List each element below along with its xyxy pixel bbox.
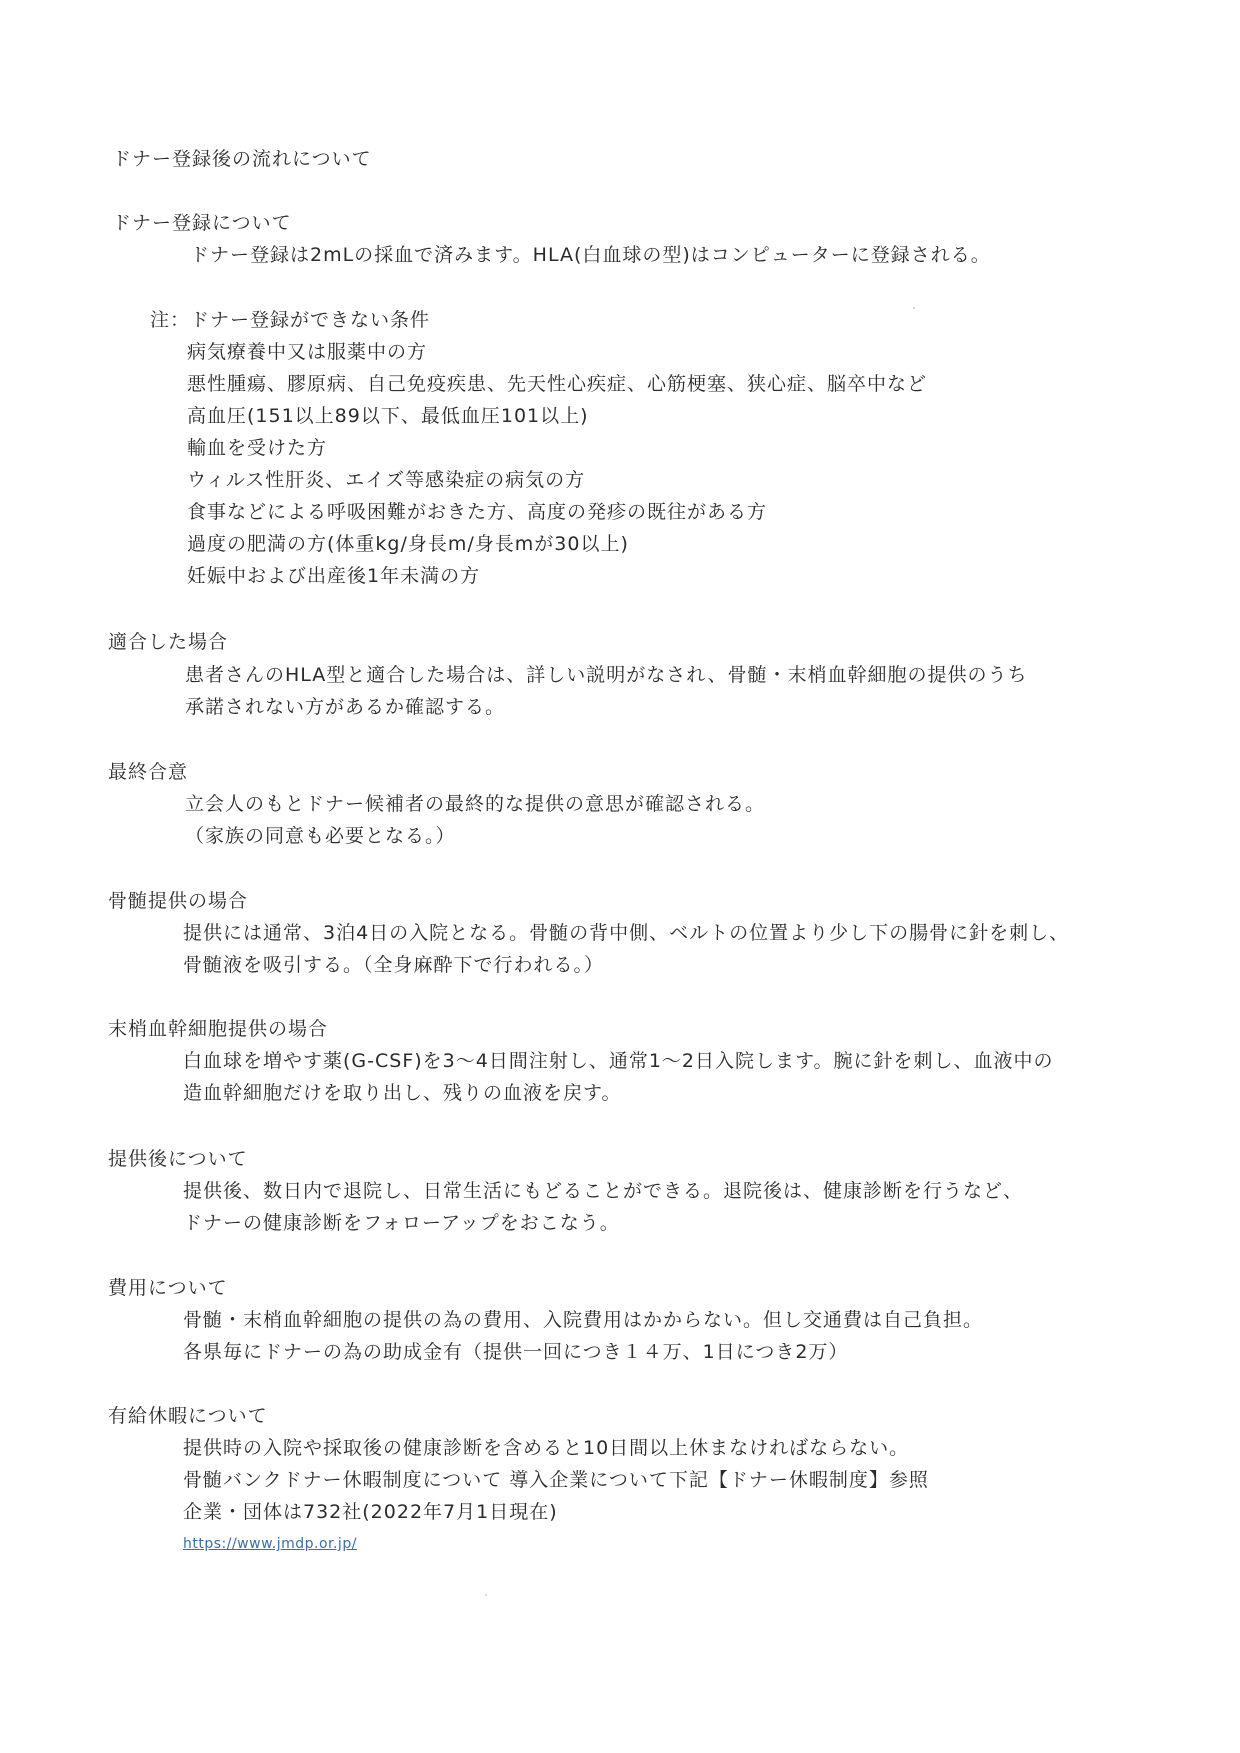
section-heading: 適合した場合 xyxy=(108,631,229,653)
section-heading: 骨髄提供の場合 xyxy=(108,890,249,912)
section-heading: 最終合意 xyxy=(108,761,189,783)
section-text: 白血球を増やす薬(G-CSF)を3～4日間注射し、通常1～2日入院します。腕に針を刺し、血液中の xyxy=(183,1050,1054,1072)
scan-speck xyxy=(485,1594,487,1596)
condition-item: 妊娠中および出産後1年未満の方 xyxy=(187,565,481,587)
condition-item: 高血圧(151以上89以下、最低血圧101以上) xyxy=(187,405,589,427)
section-text: 骨髄・末梢血幹細胞の提供の為の費用、入院費用はかからない。但し交通費は自己負担。 xyxy=(183,1309,984,1331)
scan-speck xyxy=(913,307,915,309)
condition-item: 食事などによる呼吸困難がおきた方、高度の発疹の既往がある方 xyxy=(187,501,768,523)
section-heading: ドナー登録について xyxy=(112,212,292,234)
section-text: （家族の同意も必要となる。） xyxy=(185,825,456,847)
condition-item: 過度の肥満の方(体重kg/身長m/身長mが30以上) xyxy=(187,533,629,555)
conditions-heading: 注：ドナー登録ができない条件 xyxy=(150,309,431,331)
section-text: ドナー登録は2mLの採血で済みます。HLA(白血球の型)はコンピューターに登録される。 xyxy=(190,244,991,266)
jmdp-link[interactable]: https://www.jmdp.or.jp/ xyxy=(183,1536,357,1552)
section-text: 骨髄バンクドナー休暇制度について 導入企業について下記【ドナー休暇制度】参照 xyxy=(183,1469,929,1491)
section-text: 提供後、数日内で退院し、日常生活にもどることができる。退院後は、健康診断を行うなど、 xyxy=(183,1180,1024,1202)
section-text: ドナーの健康診断をフォローアップをおこなう。 xyxy=(183,1212,620,1234)
section-text: 患者さんのHLA型と適合した場合は、詳しい説明がなされ、骨髄・末梢血幹細胞の提供のうち xyxy=(185,664,1028,686)
section-heading: 有給休暇について xyxy=(108,1405,268,1427)
document-title: ドナー登録後の流れについて xyxy=(112,148,372,170)
section-text: 企業・団体は732社(2022年7月1日現在) xyxy=(183,1501,558,1523)
section-text: 各県毎にドナーの為の助成金有（提供一回につき１４万、1日につき2万） xyxy=(183,1341,849,1363)
condition-item: 悪性腫瘍、膠原病、自己免疫疾患、先天性心疾症、心筋梗塞、狭心症、脳卒中など xyxy=(187,373,928,395)
section-text: 骨髄液を吸引する。（全身麻酔下で行われる。） xyxy=(183,954,605,976)
section-text: 承諾されない方があるか確認する。 xyxy=(185,696,506,718)
section-heading: 費用について xyxy=(108,1277,228,1299)
section-text: 造血幹細胞だけを取り出し、残りの血液を戻す。 xyxy=(183,1082,622,1104)
section-text: 提供時の入院や採取後の健康診断を含めると10日間以上休まなければならない。 xyxy=(183,1437,910,1459)
section-text: 提供には通常、3泊4日の入院となる。骨髄の背中側、ベルトの位置より少し下の腸骨に針を刺し、 xyxy=(183,922,1070,944)
section-heading: 提供後について xyxy=(108,1148,248,1170)
section-heading: 末梢血幹細胞提供の場合 xyxy=(108,1018,329,1040)
condition-item: 輸血を受けた方 xyxy=(187,437,328,459)
condition-item: ウィルス性肝炎、エイズ等感染症の病気の方 xyxy=(187,469,586,491)
section-text: 立会人のもとドナー候補者の最終的な提供の意思が確認される。 xyxy=(185,793,766,815)
condition-item: 病気療養中又は服薬中の方 xyxy=(187,341,428,363)
